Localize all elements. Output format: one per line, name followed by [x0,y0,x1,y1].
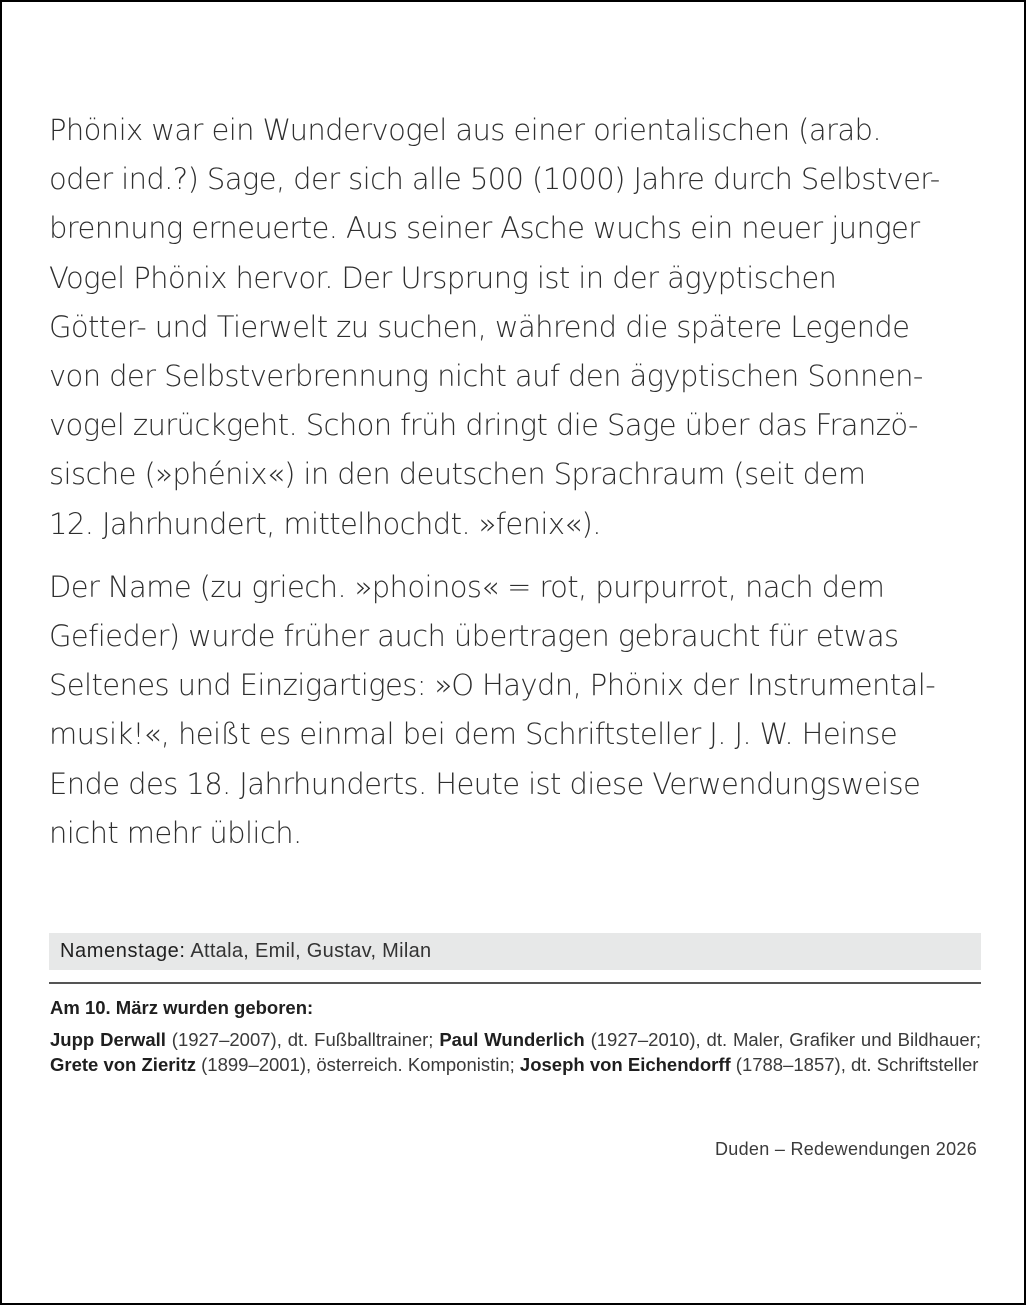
births-list [50,1028,981,1077]
birth-details: (1899–2001), österreich. Komponistin; [201,1053,515,1075]
birth-details: (1788–1857), dt. Schriftsteller [735,1053,979,1075]
text-line: 12. Jahrhundert, mittelhochdt. »fenix«). [49,506,601,541]
text-line: Der Name (zu griech. »phoinos« = rot, purpurrot, nach dem [49,569,885,604]
birth-name: Grete von Zieritz [50,1053,196,1075]
text-line: nicht mehr üblich. [49,815,302,850]
name-days-names: Attala, Emil, Gustav, Milan [190,940,432,962]
text-line: von der Selbstverbrennung nicht auf den ägyptischen Sonnen- [49,359,923,394]
text-line: Phönix war ein Wundervogel aus einer orientalischen (arab. [49,113,881,147]
birth-name: Jupp Derwall [50,1029,166,1050]
divider [49,982,981,984]
paragraph-1 [49,106,981,549]
birth-details: (1927–2010), dt. Maler, Grafiker und Bildhauer; [590,1029,981,1050]
birth-details: (1927–2007), dt. Fußballtrainer; [171,1029,434,1050]
name-days-label: Namenstage: [60,940,186,962]
text-line: Gefieder) wurde früher auch übertragen gebraucht für etwas [49,619,899,654]
text-line: Seltenes und Einzigartiges: »O Haydn, Phönix der Instrumental- [49,668,936,703]
text-line: musik!«, heißt es einmal bei dem Schriftsteller J. J. W. Heinse [49,717,898,752]
text-line: Ende des 18. Jahrhunderts. Heute ist diese Verwendungsweise [49,766,921,801]
text-line: sische (»phénix«) in den deutschen Sprachraum (seit dem [49,457,866,492]
text-line: brennung erneuerte. Aus seiner Asche wuchs ein neuer junger [49,211,920,246]
birth-name: Paul Wunderlich [439,1029,585,1050]
footer-credit: Duden – Redewendungen 2026 [714,1139,977,1159]
text-line: oder ind.?) Sage, der sich alle 500 (1000) Jahre durch Selbstver- [49,162,940,197]
birth-name: Joseph von Eichendorff [519,1053,731,1075]
paragraph-2 [49,563,981,858]
text-line: Götter- und Tierwelt zu suchen, während die spätere Legende [49,309,910,344]
text-line: Vogel Phönix hervor. Der Ursprung ist in der ägyptischen [49,260,837,295]
births-heading: Am 10. März wurden geboren: [50,997,314,1018]
article-body [49,106,981,858]
name-days-banner [49,933,981,970]
text-line: vogel zurückgeht. Schon früh dringt die Sage über das Franzö- [49,408,918,443]
births-section [50,996,981,1077]
